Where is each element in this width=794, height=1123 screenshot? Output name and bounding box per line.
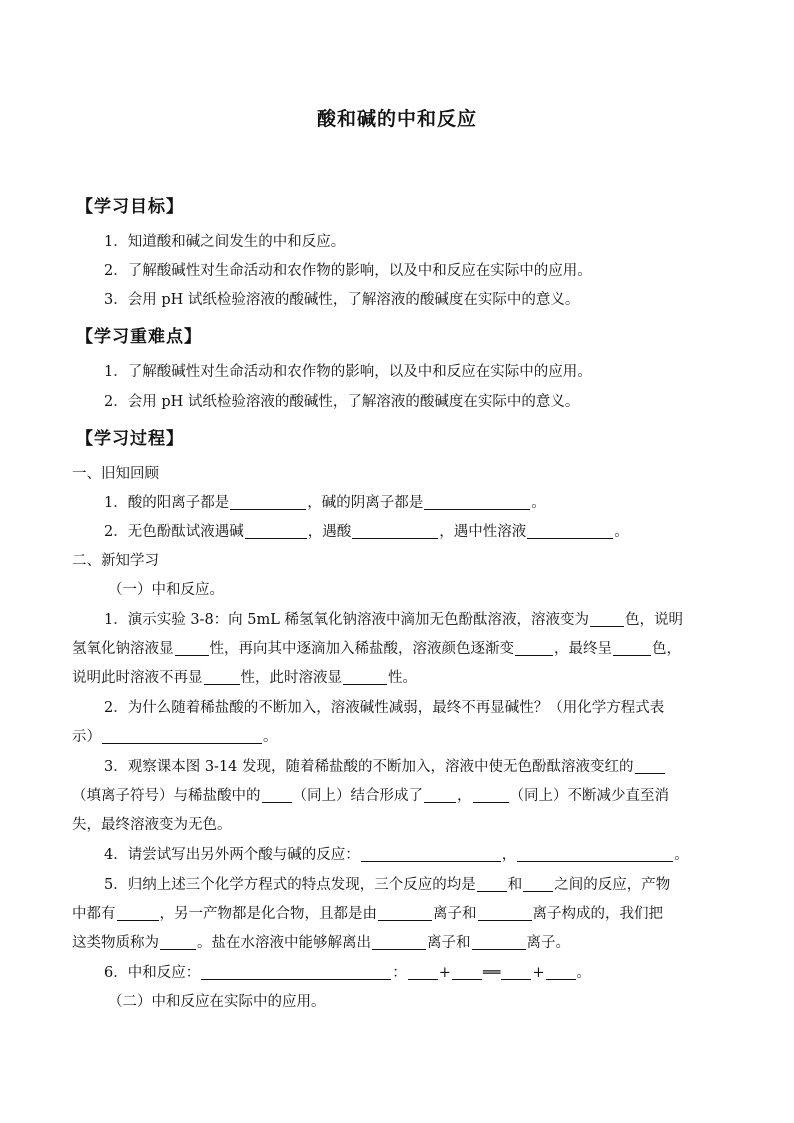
answer-blank[interactable] bbox=[590, 610, 624, 627]
subsection-1-title: （一）中和反应。 bbox=[108, 582, 224, 598]
q3-text: 3．观察课本图 3-14 发现，随着稀盐酸的不断加入，溶液中使无色酚酞溶液变红的 bbox=[104, 759, 634, 775]
goals-heading: 【学习目标】 bbox=[76, 197, 184, 217]
q1-text: 性。 bbox=[388, 670, 417, 686]
q4-line bbox=[104, 845, 689, 865]
answer-blank[interactable] bbox=[546, 963, 576, 980]
q1-line-3 bbox=[72, 668, 417, 688]
q1-text: 色，说明 bbox=[625, 612, 684, 628]
review-q2-text-b: ，遇酸 bbox=[307, 524, 352, 540]
q1-text: 性，再向其中逐滴加入稀盐酸，溶液颜色逐渐变 bbox=[209, 641, 514, 657]
review-question-2 bbox=[104, 522, 629, 542]
answer-blank[interactable] bbox=[635, 757, 665, 774]
answer-blank[interactable] bbox=[613, 639, 651, 656]
q5-text: 和 bbox=[507, 877, 523, 893]
answer-blank[interactable] bbox=[424, 786, 456, 803]
q4-text: ， bbox=[501, 847, 517, 863]
review-q1-text-b: ，碱的阴离子都是 bbox=[307, 495, 424, 511]
goal-item-3: 3．会用 pH 试纸检验溶液的酸碱性，了解溶液的酸碱度在实际中的意义。 bbox=[104, 292, 580, 308]
q3-line-2 bbox=[72, 786, 669, 806]
answer-blank[interactable] bbox=[245, 522, 307, 539]
q2-text: 示） bbox=[72, 729, 101, 745]
answer-blank[interactable] bbox=[361, 845, 501, 862]
answer-blank[interactable] bbox=[478, 904, 532, 921]
review-q2-text-c: ，遇中性溶液 bbox=[439, 524, 527, 540]
q3-text: （同上）不断减少直至消 bbox=[509, 788, 669, 804]
answer-blank[interactable] bbox=[378, 904, 432, 921]
answer-blank[interactable] bbox=[201, 963, 391, 980]
q5-text: 5．归纳上述三个化学方程式的特点发现，三个反应的均是 bbox=[104, 877, 476, 893]
answer-blank[interactable] bbox=[372, 933, 426, 950]
q6-text: ══ bbox=[482, 965, 501, 981]
answer-blank[interactable] bbox=[204, 668, 240, 685]
q4-text: 4．请尝试写出另外两个酸与碱的反应： bbox=[104, 847, 360, 863]
answer-blank[interactable] bbox=[501, 963, 531, 980]
subsection-2-title: （二）中和反应在实际中的应用。 bbox=[108, 994, 326, 1010]
q5-text: 离子和 bbox=[433, 906, 477, 922]
part2-title: 二、新知学习 bbox=[72, 553, 159, 569]
process-heading: 【学习过程】 bbox=[76, 429, 184, 449]
q6-text: + bbox=[438, 965, 451, 981]
q3-text: （同上）结合形成了 bbox=[292, 788, 423, 804]
answer-blank[interactable] bbox=[424, 493, 530, 510]
q1-text: 色， bbox=[652, 641, 681, 657]
answer-blank[interactable] bbox=[408, 963, 438, 980]
q2-line-2 bbox=[72, 727, 278, 747]
q3-line-1 bbox=[104, 757, 666, 777]
answer-blank[interactable] bbox=[117, 904, 159, 921]
q5-text: 之间的反应，产物 bbox=[554, 877, 671, 893]
q1-text: 性，此时溶液显 bbox=[240, 670, 342, 686]
q5-text: 离子和 bbox=[427, 935, 471, 951]
q1-text: 氢氧化钠溶液显 bbox=[72, 641, 174, 657]
part1-title: 一、旧知回顾 bbox=[72, 466, 159, 482]
answer-blank[interactable] bbox=[527, 522, 613, 539]
review-q1-text-c: 。 bbox=[531, 495, 546, 511]
goal-item-1: 1．知道酸和碱之间发生的中和反应。 bbox=[104, 234, 346, 250]
q2-line-1: 2．为什么随着稀盐酸的不断加入，溶液碱性减弱，最终不再显碱性？（用化学方程式表 bbox=[104, 700, 665, 716]
key-points-heading: 【学习重难点】 bbox=[76, 327, 202, 347]
answer-blank[interactable] bbox=[472, 933, 526, 950]
q6-text: 。 bbox=[576, 965, 592, 981]
q2-text: 。 bbox=[263, 729, 278, 745]
answer-blank[interactable] bbox=[343, 668, 387, 685]
q5-text: 离子构成的，我们把 bbox=[532, 906, 663, 922]
q3-line-3: 失，最终溶液变为无色。 bbox=[72, 817, 232, 833]
q1-line-2 bbox=[72, 639, 681, 659]
q5-line-1 bbox=[104, 875, 670, 895]
q4-text: 。 bbox=[674, 847, 689, 863]
answer-blank[interactable] bbox=[230, 493, 306, 510]
answer-blank[interactable] bbox=[352, 522, 438, 539]
answer-blank[interactable] bbox=[262, 786, 292, 803]
q1-line-1 bbox=[104, 610, 683, 630]
q6-text: 6．中和反应： bbox=[104, 965, 201, 981]
q5-line-3 bbox=[72, 933, 570, 953]
answer-blank[interactable] bbox=[473, 786, 509, 803]
answer-blank[interactable] bbox=[523, 875, 553, 892]
review-q2-text-d: 。 bbox=[614, 524, 629, 540]
answer-blank[interactable] bbox=[452, 963, 482, 980]
q5-text: ，另一产物都是化合物，且都是由 bbox=[159, 906, 377, 922]
q5-text: 。盐在水溶液中能够解离出 bbox=[197, 935, 371, 951]
key-point-item-1: 1．了解酸碱性对生命活动和农作物的影响，以及中和反应在实际中的应用。 bbox=[104, 364, 592, 380]
q3-text: ， bbox=[457, 788, 472, 804]
q5-text: 这类物质称为 bbox=[72, 935, 159, 951]
answer-blank[interactable] bbox=[160, 933, 196, 950]
q3-text: （填离子符号）与稀盐酸中的 bbox=[72, 788, 261, 804]
q1-text: 1．演示实验 3-8：向 5mL 稀氢氧化钠溶液中滴加无色酚酞溶液，溶液变为 bbox=[104, 612, 590, 628]
review-q2-text-a: 2．无色酚酞试液遇碱 bbox=[104, 524, 244, 540]
document-title: 酸和碱的中和反应 bbox=[316, 108, 477, 130]
q6-text: ： bbox=[392, 965, 407, 981]
answer-blank[interactable] bbox=[175, 639, 209, 656]
q6-line bbox=[104, 963, 591, 983]
q1-text: 说明此时溶液不再显 bbox=[72, 670, 203, 686]
q5-text: 离子。 bbox=[526, 935, 570, 951]
review-question-1 bbox=[104, 493, 546, 513]
answer-blank[interactable] bbox=[102, 727, 262, 744]
review-q1-text-a: 1．酸的阳离子都是 bbox=[104, 495, 230, 511]
q5-line-2 bbox=[72, 904, 663, 924]
key-point-item-2: 2．会用 pH 试纸检验溶液的酸碱性，了解溶液的酸碱度在实际中的意义。 bbox=[104, 394, 580, 410]
q5-text: 中都有 bbox=[72, 906, 116, 922]
answer-blank[interactable] bbox=[515, 639, 553, 656]
answer-blank[interactable] bbox=[517, 845, 673, 862]
q6-text: + bbox=[532, 965, 545, 981]
q1-text: ，最终呈 bbox=[554, 641, 612, 657]
answer-blank[interactable] bbox=[477, 875, 507, 892]
goal-item-2: 2．了解酸碱性对生命活动和农作物的影响，以及中和反应在实际中的应用。 bbox=[104, 263, 592, 279]
